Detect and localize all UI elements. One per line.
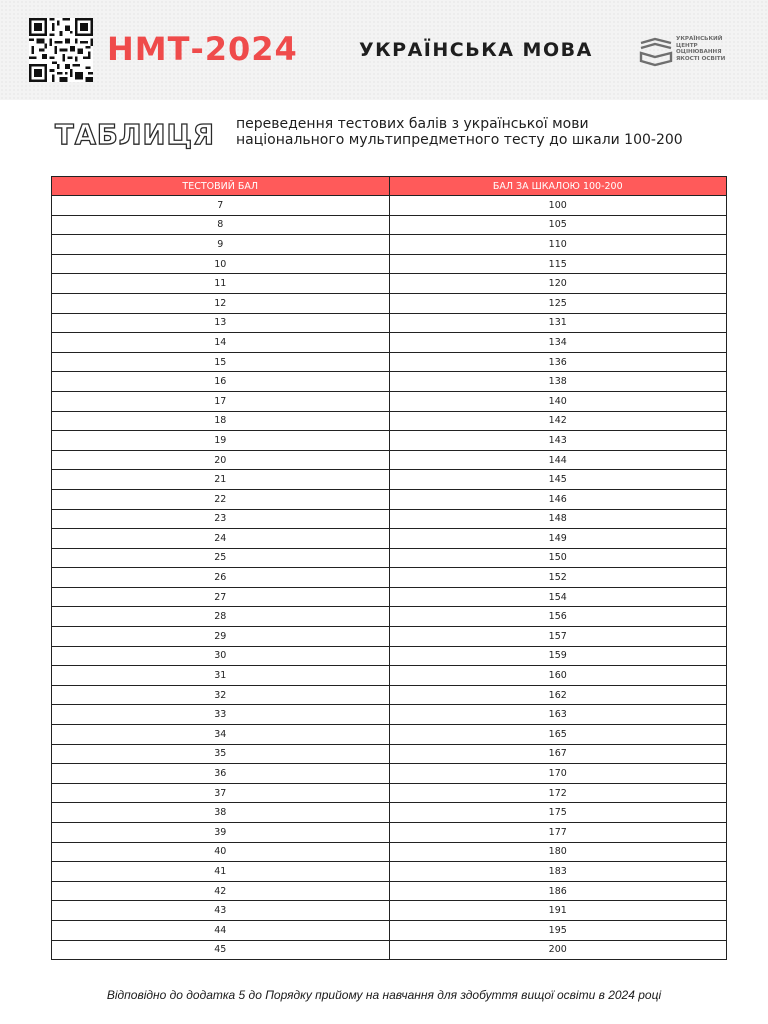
table-row bbox=[52, 431, 727, 451]
table-row bbox=[52, 607, 727, 627]
scale-score-cell: 100 bbox=[389, 196, 727, 216]
test-score-cell: 27 bbox=[52, 587, 390, 607]
test-score-cell: 45 bbox=[52, 940, 390, 960]
table-row bbox=[52, 293, 727, 313]
test-score-cell: 44 bbox=[52, 920, 390, 940]
table-body bbox=[52, 196, 727, 960]
ucoqe-logo-icon bbox=[638, 37, 674, 67]
table-row bbox=[52, 470, 727, 490]
scale-score-cell: 115 bbox=[389, 254, 727, 274]
table-row bbox=[52, 803, 727, 823]
scale-score-cell: 120 bbox=[389, 274, 727, 294]
column-header-test-score: ТЕСТОВИЙ БАЛ bbox=[52, 177, 390, 196]
test-score-cell: 26 bbox=[52, 568, 390, 588]
table-row bbox=[52, 274, 727, 294]
test-score-cell: 8 bbox=[52, 215, 390, 235]
scale-score-cell: 162 bbox=[389, 685, 727, 705]
scale-score-cell: 195 bbox=[389, 920, 727, 940]
table-header-row bbox=[52, 177, 727, 196]
footer-note: Відповідно до додатка 5 до Порядку прийому на навчання для здобуття вищої освіти в 2024 році bbox=[106, 988, 662, 1002]
table-row bbox=[52, 548, 727, 568]
scale-score-cell: 138 bbox=[389, 372, 727, 392]
test-score-cell: 40 bbox=[52, 842, 390, 862]
table-row bbox=[52, 391, 727, 411]
table-word-text: ТАБЛИЦЯ bbox=[55, 118, 215, 150]
logo-line: ОЦІНЮВАННЯ bbox=[676, 49, 722, 56]
test-score-cell: 12 bbox=[52, 293, 390, 313]
table-row bbox=[52, 940, 727, 960]
scale-score-cell: 165 bbox=[389, 725, 727, 745]
table-row bbox=[52, 587, 727, 607]
table-row bbox=[52, 842, 727, 862]
table-row bbox=[52, 313, 727, 333]
test-score-cell: 35 bbox=[52, 744, 390, 764]
table-row bbox=[52, 333, 727, 353]
logo-text bbox=[676, 36, 766, 62]
test-score-cell: 24 bbox=[52, 529, 390, 549]
test-score-cell: 34 bbox=[52, 725, 390, 745]
scale-score-cell: 157 bbox=[389, 627, 727, 647]
table-row bbox=[52, 901, 727, 921]
table-row bbox=[52, 685, 727, 705]
test-score-cell: 15 bbox=[52, 352, 390, 372]
scale-score-cell: 142 bbox=[389, 411, 727, 431]
scale-score-cell: 125 bbox=[389, 293, 727, 313]
logo-line: ЯКОСТІ ОСВІТИ bbox=[676, 55, 726, 62]
test-score-cell: 41 bbox=[52, 862, 390, 882]
test-score-cell: 33 bbox=[52, 705, 390, 725]
logo-line: УКРАЇНСЬКИЙ bbox=[676, 36, 723, 42]
caption-line-1: переведення тестових балів з української мови bbox=[236, 116, 589, 132]
test-score-cell: 39 bbox=[52, 823, 390, 843]
table-row bbox=[52, 235, 727, 255]
test-score-cell: 19 bbox=[52, 431, 390, 451]
test-score-cell: 36 bbox=[52, 764, 390, 784]
scale-score-cell: 140 bbox=[389, 391, 727, 411]
page-header bbox=[0, 0, 768, 100]
scale-score-cell: 167 bbox=[389, 744, 727, 764]
scale-score-cell: 191 bbox=[389, 901, 727, 921]
scale-score-cell: 183 bbox=[389, 862, 727, 882]
scale-score-cell: 159 bbox=[389, 646, 727, 666]
scale-score-cell: 148 bbox=[389, 509, 727, 529]
scale-score-cell: 172 bbox=[389, 783, 727, 803]
scale-score-cell: 177 bbox=[389, 823, 727, 843]
test-score-cell: 38 bbox=[52, 803, 390, 823]
scale-score-cell: 150 bbox=[389, 548, 727, 568]
scale-score-cell: 136 bbox=[389, 352, 727, 372]
scale-score-cell: 186 bbox=[389, 881, 727, 901]
scale-score-cell: 149 bbox=[389, 529, 727, 549]
table-caption bbox=[236, 116, 683, 148]
subject-title: УКРАЇНСЬКА МОВА bbox=[359, 39, 593, 61]
table-row bbox=[52, 215, 727, 235]
test-score-cell: 42 bbox=[52, 881, 390, 901]
test-score-cell: 37 bbox=[52, 783, 390, 803]
table-row bbox=[52, 568, 727, 588]
table-row bbox=[52, 783, 727, 803]
table-row bbox=[52, 372, 727, 392]
test-score-cell: 17 bbox=[52, 391, 390, 411]
table-row bbox=[52, 881, 727, 901]
scale-score-cell: 145 bbox=[389, 470, 727, 490]
scale-score-cell: 131 bbox=[389, 313, 727, 333]
table-row bbox=[52, 705, 727, 725]
table-row bbox=[52, 646, 727, 666]
scale-score-cell: 154 bbox=[389, 587, 727, 607]
score-conversion-table bbox=[51, 176, 727, 960]
test-score-cell: 30 bbox=[52, 646, 390, 666]
test-score-cell: 22 bbox=[52, 489, 390, 509]
scale-score-cell: 200 bbox=[389, 940, 727, 960]
table-row bbox=[52, 529, 727, 549]
test-score-cell: 28 bbox=[52, 607, 390, 627]
scale-score-cell: 152 bbox=[389, 568, 727, 588]
qr-code-icon[interactable] bbox=[26, 18, 96, 82]
test-score-cell: 20 bbox=[52, 450, 390, 470]
logo-line: ЦЕНТР bbox=[676, 42, 698, 49]
scale-score-cell: 110 bbox=[389, 235, 727, 255]
table-row bbox=[52, 823, 727, 843]
scale-score-cell: 180 bbox=[389, 842, 727, 862]
test-score-cell: 32 bbox=[52, 685, 390, 705]
table-row bbox=[52, 509, 727, 529]
test-score-cell: 43 bbox=[52, 901, 390, 921]
test-score-cell: 10 bbox=[52, 254, 390, 274]
table-row bbox=[52, 862, 727, 882]
table-row bbox=[52, 254, 727, 274]
table-row bbox=[52, 450, 727, 470]
table-row bbox=[52, 411, 727, 431]
scale-score-cell: 160 bbox=[389, 666, 727, 686]
scale-score-cell: 144 bbox=[389, 450, 727, 470]
test-score-cell: 31 bbox=[52, 666, 390, 686]
scale-score-cell: 170 bbox=[389, 764, 727, 784]
table-row bbox=[52, 666, 727, 686]
test-score-cell: 7 bbox=[52, 196, 390, 216]
table-word-heading bbox=[54, 116, 218, 150]
scale-score-cell: 134 bbox=[389, 333, 727, 353]
table-row bbox=[52, 744, 727, 764]
test-score-cell: 16 bbox=[52, 372, 390, 392]
test-score-cell: 18 bbox=[52, 411, 390, 431]
test-score-cell: 14 bbox=[52, 333, 390, 353]
test-score-cell: 11 bbox=[52, 274, 390, 294]
column-header-scale-score: БАЛ ЗА ШКАЛОЮ 100-200 bbox=[389, 177, 727, 196]
test-score-cell: 21 bbox=[52, 470, 390, 490]
table-row bbox=[52, 352, 727, 372]
test-score-cell: 29 bbox=[52, 627, 390, 647]
table-row bbox=[52, 725, 727, 745]
scale-score-cell: 105 bbox=[389, 215, 727, 235]
table-row bbox=[52, 627, 727, 647]
scale-score-cell: 175 bbox=[389, 803, 727, 823]
scale-score-cell: 146 bbox=[389, 489, 727, 509]
table-row bbox=[52, 764, 727, 784]
exam-title: НМТ-2024 bbox=[107, 30, 298, 68]
test-score-cell: 9 bbox=[52, 235, 390, 255]
caption-line-2: національного мультипредметного тесту до шкали 100-200 bbox=[236, 132, 683, 148]
scale-score-cell: 163 bbox=[389, 705, 727, 725]
scale-score-cell: 143 bbox=[389, 431, 727, 451]
table-row bbox=[52, 489, 727, 509]
test-score-cell: 25 bbox=[52, 548, 390, 568]
scale-score-cell: 156 bbox=[389, 607, 727, 627]
test-score-cell: 13 bbox=[52, 313, 390, 333]
test-score-cell: 23 bbox=[52, 509, 390, 529]
table-row bbox=[52, 920, 727, 940]
table-row bbox=[52, 196, 727, 216]
